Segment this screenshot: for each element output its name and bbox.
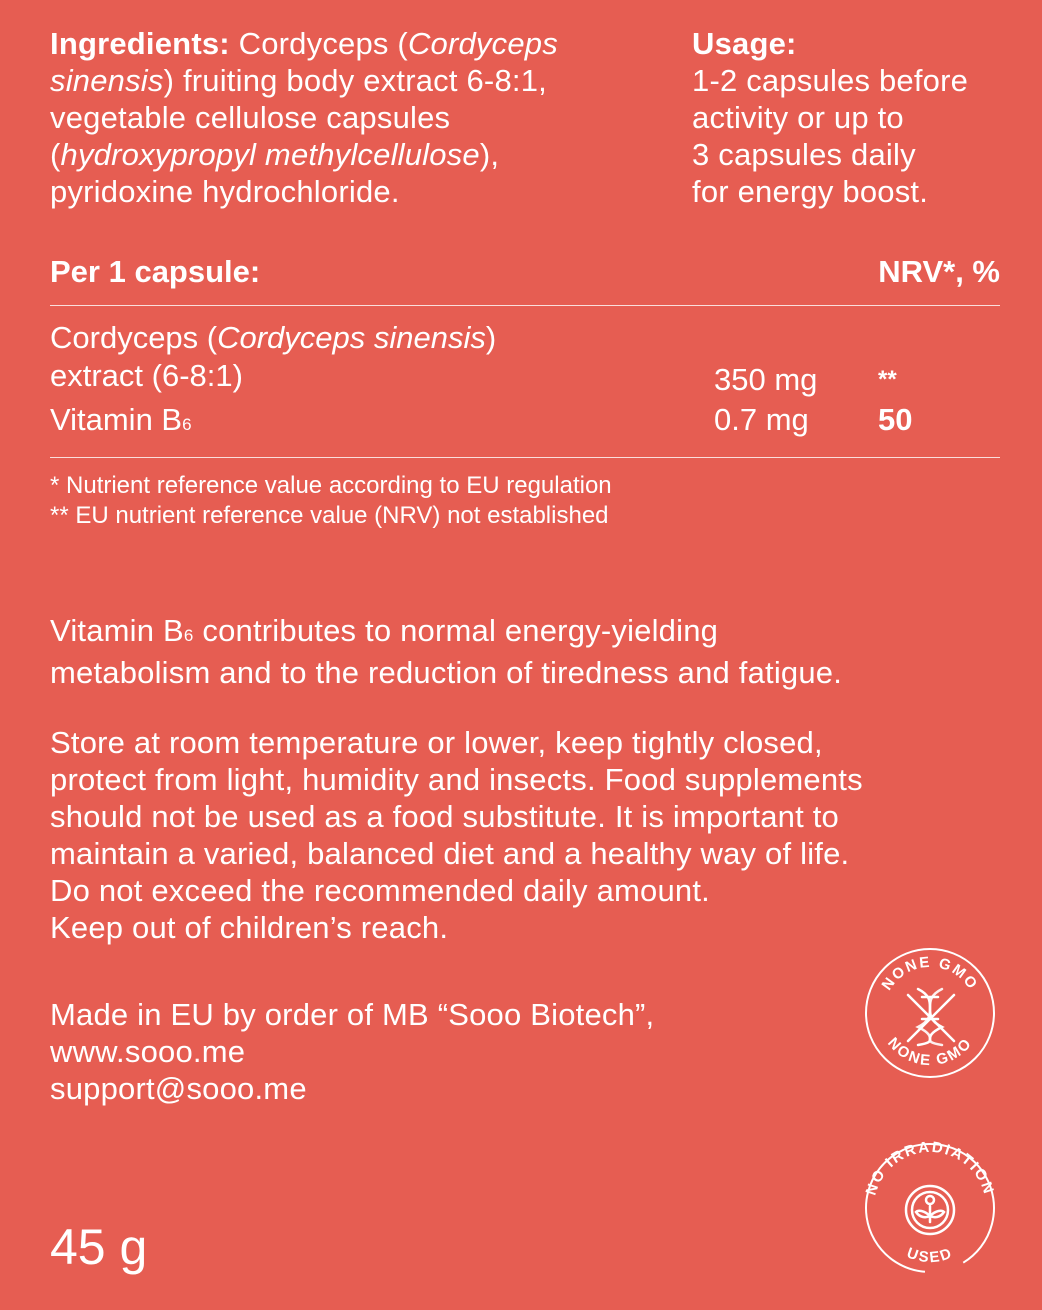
svg-text:NO IRRADIATION (863, 1140, 998, 1197)
irradiation-badge-bottom-text: USED (904, 1244, 956, 1267)
footnote: ** EU nutrient reference value (NRV) not established (50, 502, 609, 529)
no-irradiation-badge (862, 1140, 998, 1276)
support-email-link[interactable]: support@sooo.me (50, 1071, 307, 1106)
usage-block (692, 25, 968, 210)
table-row-vitamin-b6-name: Vitamin B6 (50, 402, 192, 437)
plant-in-circle-icon (906, 1186, 954, 1234)
storage-instructions: Store at room temperature or lower, keep tightly closed, protect from light, humidity and insects. Food supplements should not be used as a food substitute. It is important to maintain a varied, balanced diet and a healthy way of life. Do not exceed the recommended daily amount. Keep out of children’s reach. (50, 725, 863, 945)
table-row-cordyceps-name: Cordyceps (Cordyceps sinensis) extract (6-8:1) (50, 320, 497, 393)
gmo-badge-top-text: NONE GMO (878, 953, 982, 994)
ingredients-line-2: sinensis) fruiting body extract 6-8:1, (50, 63, 547, 98)
table-row-cordyceps-nrv: ** (878, 366, 897, 393)
net-weight: 45 g (50, 1219, 148, 1275)
table-row-vitamin-b6-nrv: 50 (878, 402, 913, 437)
website-link[interactable]: www.sooo.me (50, 1034, 246, 1069)
table-header-right: NRV*, % (878, 254, 1000, 289)
health-claim: Vitamin B6 contributes to normal energy-yielding metabolism and to the reduction of tiredness and fatigue. (50, 613, 843, 690)
manufacturer-info: Made in EU by order of MB “Sooo Biotech”, www.sooo.me support@sooo.me (50, 997, 655, 1106)
ingredients-line-5: pyridoxine hydrochloride. (50, 174, 400, 209)
table-header-left: Per 1 capsule: (50, 254, 261, 289)
usage-line: for energy boost. (692, 174, 929, 209)
footnote: * Nutrient reference value according to EU regulation (50, 472, 612, 499)
none-gmo-badge (862, 945, 998, 1081)
irradiation-badge-top-text: NO IRRADIATION (862, 1140, 998, 1198)
ingredients-label: Ingredients: (50, 26, 230, 61)
footnotes (50, 471, 612, 531)
usage-line: 3 capsules daily (692, 137, 916, 172)
ingredients-line-1: Ingredients: Cordyceps (Cordyceps (50, 26, 558, 61)
gmo-badge-bottom-text: NONE GMO (884, 1034, 976, 1070)
ingredients-block (50, 25, 558, 210)
ingredients-line-3: vegetable cellulose capsules (50, 100, 451, 135)
table-row-vitamin-b6-amount: 0.7 mg (714, 402, 809, 437)
svg-text:USED (905, 1244, 956, 1266)
table-rule-bottom (50, 457, 1000, 458)
dna-crossed-icon (908, 989, 954, 1045)
usage-label: Usage: (692, 26, 797, 61)
table-rule-top (50, 305, 1000, 306)
usage-line: 1-2 capsules before (692, 63, 969, 98)
ingredients-line-4: (hydroxypropyl methylcellulose), (50, 137, 500, 172)
usage-line: activity or up to (692, 100, 904, 135)
table-row-cordyceps-amount: 350 mg (714, 362, 818, 397)
